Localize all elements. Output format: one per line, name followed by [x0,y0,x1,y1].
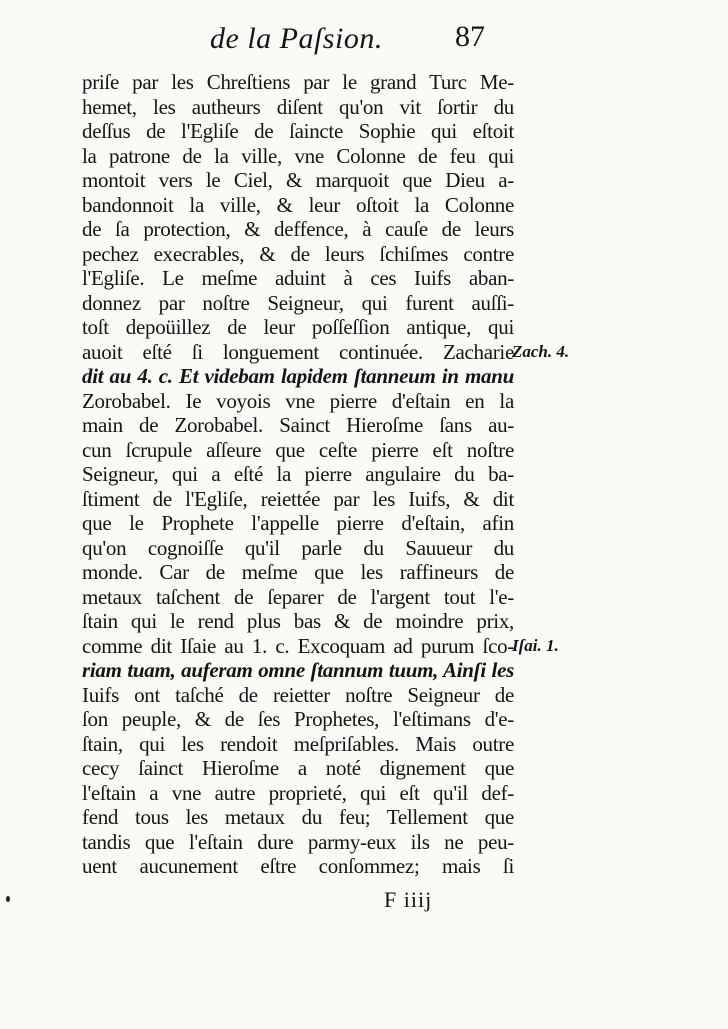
text-line: cun ſcrupule aſſeure que ceſte pierre eſt noſtre [82,437,514,462]
running-title: de la Paſsion. [210,22,383,55]
text-line: dit au 4. c. Et videbam lapidem ſtanneum in manu [82,364,514,388]
text-line: comme dit Iſaie au 1. c. Excoquam ad purum ſco- [82,633,514,658]
text-line: la patrone de la ville, vne Colonne de feu qui [82,143,514,168]
text-line: fend tous les metaux du feu; Tellement que [82,805,514,829]
text-line: montoit vers le Ciel, & marquoit que Dieu a- [82,168,514,192]
text-line: auoit eſté ſi longuement continuée. Zacharie [82,339,514,364]
page-number: 87 [455,20,485,53]
text-line: monde. Car de meſme que les raffineurs de [82,560,514,584]
text-line: Iuifs ont taſché de reietter noſtre Seigneur de [82,682,514,707]
text-line: main de Zorobabel. Sainct Hieroſme ſans au- [82,413,514,437]
text-line: pechez execrables, & de leurs ſchiſmes contre [82,241,514,266]
text-line: que le Prophete l'appelle pierre d'eſtain, afin [82,511,514,535]
text-line: ſtain, qui les rendoit meſpriſables. Mais outre [82,731,514,756]
text-line: deſſus de l'Egliſe de ſaincte Sophie qui eſtoit [82,119,514,143]
text-line: priſe par les Chreſtiens par le grand Turc Me- [82,70,514,94]
text-line: metaux taſchent de ſeparer de l'argent tout l'e- [82,584,514,609]
margin-note-isai: Iſai. 1. [512,635,559,655]
text-line: hemet, les autheurs diſent qu'on vit ſortir du [82,94,514,119]
text-line: cecy ſainct Hieroſme a noté dignement que [82,756,514,780]
text-line: riam tuam, auferam omne ſtannum tuum, Ainſi les [82,658,514,682]
text-line: uent aucunement eſtre conſommez; mais ſi [82,854,514,878]
signature-mark: F iiij [384,886,433,912]
text-line: de ſa protection, & deffence, à cauſe de leurs [82,217,514,241]
text-line: tandis que l'eſtain dure parmy-eux ils ne peu- [82,829,514,854]
text-line: toſt depoüillez de leur poſſeſſion antique, qui [82,315,514,339]
text-line: ſtain qui le rend plus bas & de moindre prix, [82,609,514,633]
text-line: Seigneur, qui a eſté la pierre angulaire du ba- [82,462,514,486]
ink-speck [6,896,10,902]
text-line: l'Egliſe. Le meſme aduint à ces Iuifs aban- [82,266,514,290]
text-line: bandonnoit la ville, & leur oſtoit la Colonne [82,192,514,217]
text-line: ſon peuple, & de ſes Prophetes, l'eſtimans d'e- [82,707,514,731]
text-line: Zorobabel. Ie voyois vne pierre d'eſtain en la [82,388,514,413]
margin-note-zach: Zach. 4. [512,341,570,361]
text-line: qu'on cognoiſſe qu'il parle du Sauueur du [82,535,514,560]
text-line: ſtiment de l'Egliſe, reiettée par les Iuifs, & dit [82,486,514,511]
text-line: donnez par noſtre Seigneur, qui furent auſſi- [82,290,514,315]
text-line: l'eſtain a vne autre proprieté, qui eſt qu'il def- [82,780,514,805]
